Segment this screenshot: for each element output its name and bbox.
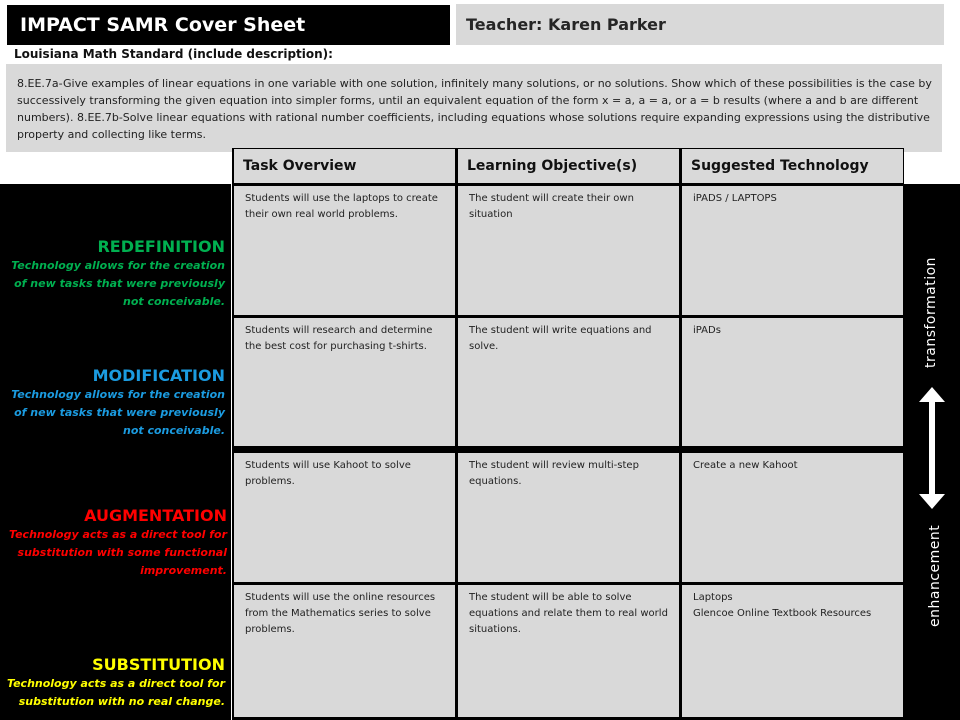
double-arrow-icon [917,386,947,510]
level-substitution-title: SUBSTITUTION [92,655,225,674]
table-header-technology: Suggested Technology [682,149,903,183]
table-cell: The student will review multi-step equations. [458,453,679,582]
level-modification-title: MODIFICATION [92,366,225,385]
table-cell: The student will be able to solve equations and relate them to real world situations. [458,585,679,717]
level-augmentation-desc: Technology acts as a direct tool for substitution with some functional improvement. [9,528,227,577]
table-cell: The student will write equations and solve. [458,318,679,446]
table-cell: iPADs [682,318,903,446]
level-modification-desc: Technology allows for the creation of new tasks that were previously not conceivable. [11,388,225,437]
table-cell: The student will create their own situation [458,186,679,315]
teacher-name: Teacher: Karen Parker [456,4,944,45]
level-substitution-desc: Technology acts as a direct tool for substitution with no real change. [7,677,225,708]
level-redefinition-desc: Technology allows for the creation of new tasks that were previously not conceivable. [11,259,225,308]
table-cell: Students will use the online resources from the Mathematics series to solve problems. [234,585,455,717]
table-cell: Create a new Kahoot [682,453,903,582]
scale-bottom-label: enhancement [927,524,943,627]
table-header-task: Task Overview [234,149,455,183]
level-augmentation [6,506,227,580]
table-header-objective: Learning Objective(s) [458,149,679,183]
scale-top-label: transformation [923,256,939,368]
level-redefinition-title: REDEFINITION [97,237,225,256]
level-modification [6,366,225,440]
standard-description: 8.EE.7a-Give examples of linear equations in one variable with one solution, infinitely many solutions, or no solutions. Show which of these possibilities is the case by successively transforming the given equation into simpler forms, until an equivalent equation of the form x = a, a = a, or a = b results (where a and b are different numbers). 8.EE.7b-Solve linear equations with rational number coefficients, including equations whose solutions require expanding expressions using the distributive property and collecting like terms. [6,64,942,152]
table-cell: Students will use the laptops to create their own real world problems. [234,186,455,315]
table-cell: Students will use Kahoot to solve problems. [234,453,455,582]
level-augmentation-title: AUGMENTATION [84,506,227,525]
level-substitution [6,655,225,711]
table-cell: Laptops Glencoe Online Textbook Resources [682,585,903,717]
page-title: IMPACT SAMR Cover Sheet [7,5,450,45]
level-redefinition [6,237,225,311]
table-cell: Students will research and determine the best cost for purchasing t-shirts. [234,318,455,446]
table-cell: iPADS / LAPTOPS [682,186,903,315]
standard-label: Louisiana Math Standard (include description): [14,47,333,61]
